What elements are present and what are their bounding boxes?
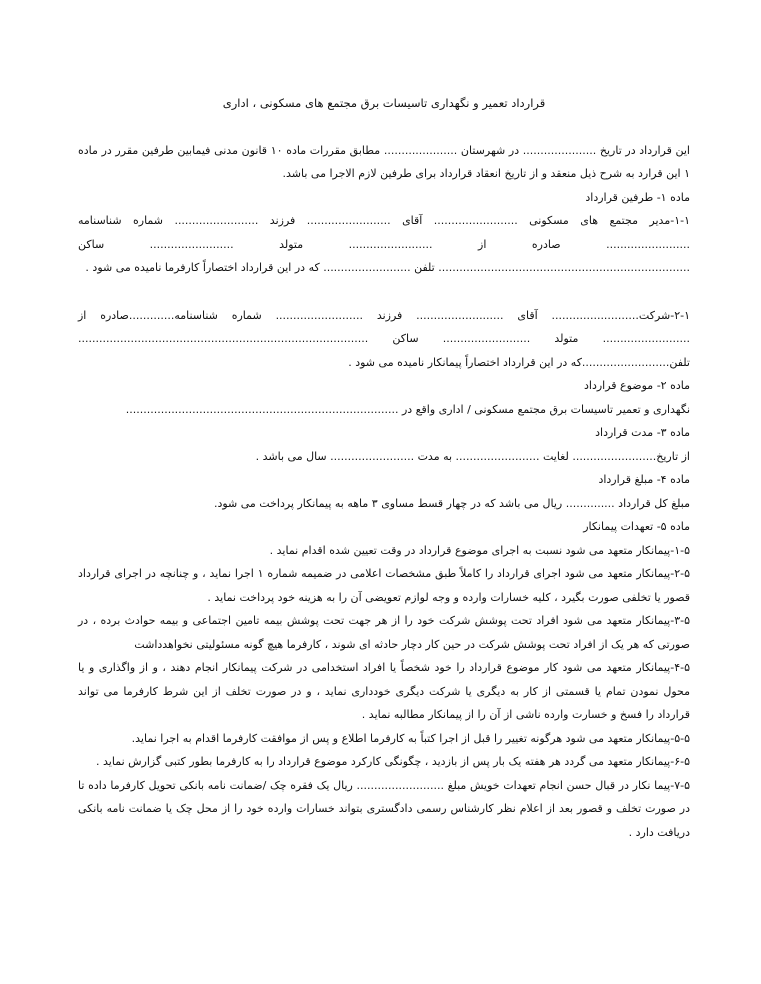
article-4-body: مبلغ کل قرارداد .............. ریال می باشد که در چهار قسط مساوی ۳ ماهه به پیمانکار پرداخت می شود.	[213, 496, 690, 510]
intro-paragraph: این قرارداد در تاریخ ..................... در شهرستان ..................... مطابق مقررات ماده ۱۰ قانون مدنی فیمابین طرفین مقرر در ماده ۱ این قرارد به شرح ذیل منعقد و از تاریخ انعقاد قرارداد برای طرفین لازم الاجرا می باشد.	[78, 143, 690, 180]
article-3-body: از تاریخ........................ لغایت ........................ به مدت ........................ سال می باشد .	[255, 449, 690, 463]
contract-page	[78, 92, 690, 844]
article-2-heading: ماده ۲- موضوع قرارداد	[583, 379, 690, 392]
clause-5-7: ۷-۵-پیما نکار در قبال حسن انجام تعهدات خویش مبلغ ......................... ریال یک فقره چک /ضمانت نامه بانکی تحویل کارفرما داده تا در صورت تخلف و قصور بعد از اعلام نظر کارشناس رسمی دادگستری بتواند خسارات وارده خود را از محل چک یا ضمانت نامه بانکی دریافت دارد .	[78, 778, 690, 839]
clause-5-4: ۴-۵-پیمانکار متعهد می شود کار موضوع قرارداد را خود شخصاً یا افراد استخدامی در شرکت پیمانکار انجام دهند ، و از واگذاری و یا محول نمودن تمام یا قسمتی از کار به دیگری یا شرکت دیگری خودداری نماید ، و در صورت تخلف از این شرط کارفرما می تواند قرارداد را فسخ و خسارت وارده ناشی از آن را از پیمانکار مطالبه نماید .	[78, 661, 690, 721]
article-1-1-employer: ۱-۱-مدیر مجتمع های مسکونی ........................ آقای ........................ فرزند ........................ شماره شناسنامه ........................ صادره از ........................ متولد ........................ ساکن ........................................................................ تلفن ......................... که در این قرارداد اختصاراً کارفرما نامیده می شود .	[78, 214, 690, 274]
clause-5-6: ۶-۵-پیمانکار متعهد می گردد هر هفته یک بار پس از بازدید ، چگونگی کارکرد موضوع قرارداد را به کارفرما بطور کتبی گزارش نماید .	[96, 755, 690, 768]
paragraph-spacer	[78, 280, 690, 304]
article-1-heading: ماده ۱- طرفین قرارداد	[585, 190, 690, 204]
clause-5-2: ۲-۵-پیمانکار متعهد می شود اجرای قرارداد را کاملاً طبق مشخصات اعلامی در ضمیمه شماره ۱ اجرا نماید ، و چنانچه در اجرای قرارداد قصور یا تخلفی صورت بگیرد ، کلیه خسارات وارده و وجه لوازم تعویضی آن را به هزینه خود پرداخت نماید .	[78, 567, 690, 604]
article-5-heading: ماده ۵- تعهدات پیمانکار	[583, 520, 690, 533]
clause-5-5: ۵-۵-پیمانکار متعهد می شود هرگونه تغییر را قبل از اجرا کتباً به کارفرما اطلاع و پس از موافقت کارفرما اقدام به اجرا نماید.	[131, 731, 690, 745]
article-4-heading: ماده ۴- مبلغ قرارداد	[598, 473, 690, 486]
article-1-2-contractor: ۲-۱-شرکت......................... آقای ......................... فرزند ......................... شماره شناسنامه.............صادره از ......................... متولد ......................... ساکن ................................................................................... تلفن.........................که در این قرارداد اختصاراً پیمانکار نامیده می شود .	[78, 308, 690, 369]
document-title: قرارداد تعمیر و نگهداری تاسیسات برق مجتمع های مسکونی ، اداری	[222, 96, 546, 110]
article-2-body: نگهداری و تعمیر تاسیسات برق مجتمع مسکونی / اداری واقع در ..............................................................................	[125, 402, 690, 416]
clause-5-1: ۱-۵-پیمانکار متعهد می شود نسبت به اجرای موضوع قرارداد در وقت تعیین شده اقدام نماید .	[269, 543, 690, 557]
article-3-heading: ماده ۳- مدت قرارداد	[595, 426, 690, 439]
clause-5-3: ۳-۵-پیمانکار متعهد می شود افراد تحت پوشش شرکت خود را از هر جهت تحت پوشش بیمه تامین اجتماعی و بیمه حوادث برده ، در صورتی که هر یک از افراد تحت پوشش شرکت در حین کار دچار حادثه ای شوند ، کارفرما هیچ گونه مسئولیتی نخواهدداشت	[78, 614, 690, 651]
